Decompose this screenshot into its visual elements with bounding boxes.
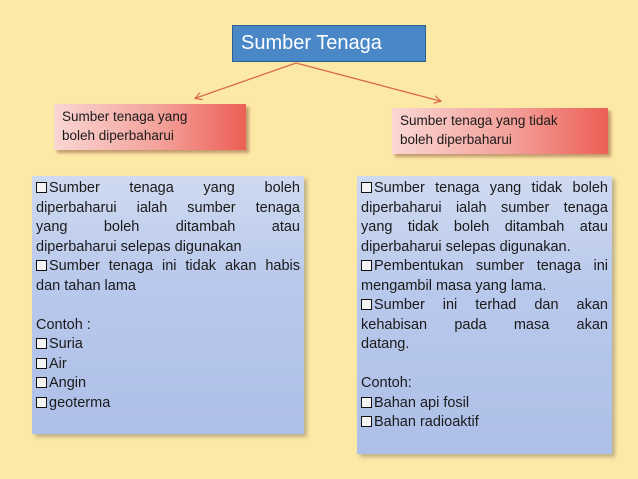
checkbox-square-icon bbox=[361, 299, 372, 310]
list-item-text: diperbaharui ialah sumber tenaga bbox=[36, 199, 300, 216]
list-item-text: diperbaharui selepas digunakan. bbox=[361, 238, 571, 255]
checkbox-square-icon bbox=[361, 182, 372, 193]
list-item-text: yang boleh ditambah atau bbox=[36, 219, 300, 235]
checkbox-square-icon bbox=[36, 358, 47, 369]
checkbox-square-icon bbox=[36, 397, 47, 408]
checkbox-square-icon bbox=[361, 416, 372, 427]
example-item: Suria bbox=[36, 335, 300, 355]
nonrenewable-heading-line: Sumber tenaga yang tidak bbox=[400, 113, 558, 128]
example-item: Angin bbox=[36, 374, 300, 394]
renewable-panel bbox=[32, 176, 304, 434]
renewable-heading-node bbox=[54, 104, 246, 150]
checkbox-square-icon bbox=[36, 182, 47, 193]
nonrenewable-heading-node bbox=[392, 108, 608, 154]
list-item: Sumber tenaga yang tidak boleh bbox=[361, 179, 608, 199]
root-label: Sumber Tenaga bbox=[241, 32, 382, 54]
list-item-text: diperbaharui selepas digunakan bbox=[36, 238, 242, 255]
example-item: Air bbox=[36, 355, 300, 375]
checkbox-square-icon bbox=[361, 397, 372, 408]
list-item: Sumber tenaga yang boleh bbox=[36, 179, 300, 199]
list-item-text: mengambil masa yang lama. bbox=[361, 277, 547, 294]
example-item: Bahan api fosil bbox=[361, 394, 608, 414]
list-item: Sumber ini terhad dan akan bbox=[361, 296, 608, 316]
list-item-text: yang tidak boleh ditambah atau bbox=[361, 219, 608, 235]
connector-right bbox=[296, 63, 440, 101]
nonrenewable-heading-line: boleh diperbaharui bbox=[400, 132, 512, 147]
list-item: Sumber tenaga ini tidak akan habis bbox=[36, 257, 300, 277]
example-label: Contoh: bbox=[361, 375, 412, 391]
example-item: Bahan radioaktif bbox=[361, 413, 608, 433]
list-item: Pembentukan sumber tenaga ini bbox=[361, 257, 608, 277]
renewable-heading-line: Sumber tenaga yang bbox=[62, 109, 188, 124]
checkbox-square-icon bbox=[36, 338, 47, 349]
example-label: Contoh : bbox=[36, 316, 91, 333]
root-node bbox=[232, 25, 426, 62]
list-item-text: datang. bbox=[361, 336, 410, 352]
nonrenewable-panel bbox=[357, 176, 612, 454]
list-item-text: diperbaharui ialah sumber tenaga bbox=[361, 199, 608, 216]
checkbox-square-icon bbox=[36, 377, 47, 388]
list-item-text: dan tahan lama bbox=[36, 277, 136, 294]
example-item: geoterma bbox=[36, 394, 300, 414]
renewable-heading-line: boleh diperbaharui bbox=[62, 128, 174, 143]
list-item-text: kehabisan pada masa akan bbox=[361, 316, 608, 333]
checkbox-square-icon bbox=[361, 260, 372, 271]
connector-left bbox=[196, 63, 296, 98]
checkbox-square-icon bbox=[36, 260, 47, 271]
